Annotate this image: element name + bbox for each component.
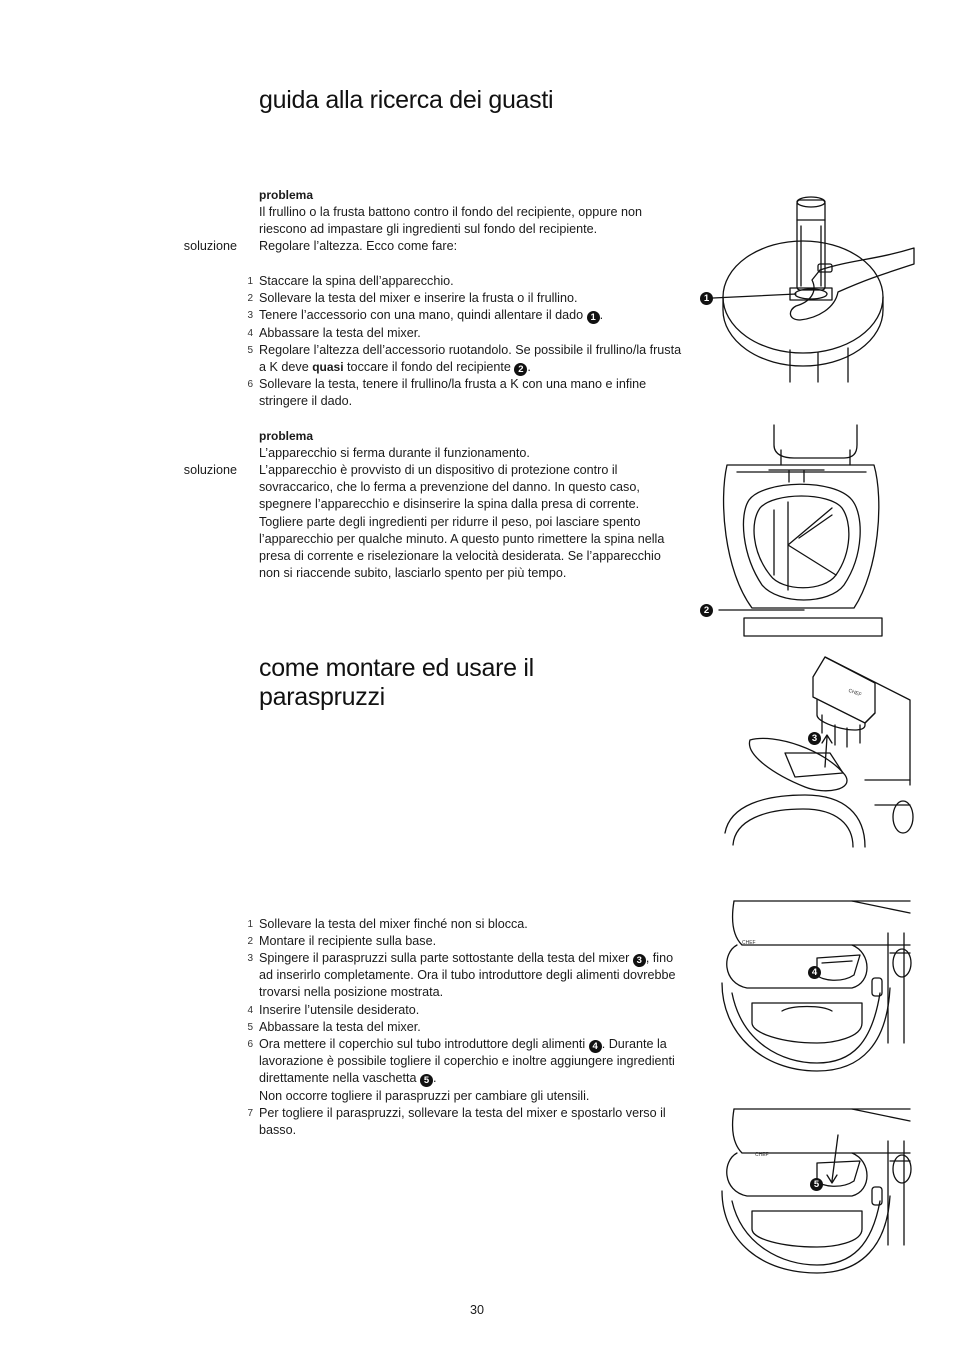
solution-label: soluzione xyxy=(183,463,237,477)
step-number: 2 xyxy=(247,935,253,947)
step-text: Spingere il paraspruzzi sulla parte sottostante della testa del mixer xyxy=(259,951,633,966)
step-text: Tenere l’accessorio con una mano, quindi allentare il dado xyxy=(259,308,587,323)
step-number: 6 xyxy=(247,379,253,391)
step-text: toccare il fondo del recipiente xyxy=(343,360,515,375)
k-beater-bowl-illustration xyxy=(714,420,889,640)
step-text: Abbassare la testa del mixer. xyxy=(259,1019,421,1034)
step-text: Sollevare la testa, tenere il frullino/la frusta a K con una mano e infine stringere il dado. xyxy=(259,377,647,409)
list-item xyxy=(247,342,684,376)
step-text: Ora mettere il coperchio sul tubo introduttore degli alimenti xyxy=(259,1037,589,1052)
step-text: Sollevare la testa del mixer e inserire la frusta o il frullino. xyxy=(259,291,578,306)
problem-heading: problema xyxy=(259,429,314,443)
list-item xyxy=(247,1036,687,1105)
step-text: . xyxy=(527,360,531,375)
step-text: Montare il recipiente sulla base. xyxy=(259,933,437,948)
callout-badge: 5 xyxy=(420,1074,433,1087)
step-text: Sollevare la testa del mixer finché non si blocca. xyxy=(259,916,528,931)
step-text: Abbassare la testa del mixer. xyxy=(259,325,421,340)
list-item xyxy=(247,1019,687,1036)
brand-label: CHEF xyxy=(847,687,863,699)
callout-badge: 2 xyxy=(700,604,713,617)
solution-text: L’apparecchio è provvisto di un dispositivo di protezione contro il sovraccarico, che lo ferma a prevenzione del danno. In questo caso, spegnere l’apparecchio e disinserire la spina dalla presa di corrente. Togliere parte degli ingredienti per ridurre il peso, poi lasciare spento l’apparecchio per qualche minuto. A questo punto rimettere la spina nella presa di corrente e riselezionare la velocità desiderata. Se l’apparecchio non si riaccende subito, lasciarlo spento per più tempo. xyxy=(259,463,665,581)
callout-badge: 2 xyxy=(514,363,527,376)
adjust-height-steps xyxy=(247,273,684,411)
step-text: . Durante la lavorazione è possibile togliere il coperchio e inoltre aggiungere ingredienti direttamente nella vaschetta xyxy=(259,1037,675,1086)
list-item xyxy=(247,273,684,290)
step-number: 4 xyxy=(247,1004,253,1016)
list-item xyxy=(247,1105,687,1139)
lid-feed-tube-illustration xyxy=(722,893,914,1073)
step-text: Per togliere il paraspruzzi, sollevare la testa del mixer e spostarlo verso il basso. xyxy=(259,1105,666,1138)
step-number: 7 xyxy=(247,1107,253,1119)
list-item xyxy=(247,933,687,950)
step-number: 4 xyxy=(247,327,253,339)
list-item xyxy=(247,376,684,410)
page-number: 30 xyxy=(469,1303,484,1317)
list-item xyxy=(247,325,684,342)
callout-badge: 3 xyxy=(633,954,646,967)
solution-text: Regolare l’altezza. Ecco come fare: xyxy=(259,239,458,253)
problem-text: L’apparecchio si ferma durante il funzionamento. xyxy=(259,446,530,460)
step-number: 5 xyxy=(247,344,253,356)
callout-badge: 1 xyxy=(700,292,713,305)
list-item xyxy=(247,290,684,307)
callout-badge: 1 xyxy=(587,311,600,324)
step-number: 2 xyxy=(247,293,253,305)
problem-heading: problema xyxy=(259,188,314,202)
step-number: 5 xyxy=(247,1021,253,1033)
step-number: 6 xyxy=(247,1039,253,1051)
splashguard-steps xyxy=(247,916,687,1140)
step-text: Staccare la spina dell’apparecchio. xyxy=(259,274,454,288)
list-item xyxy=(247,950,687,1002)
emphasis-text: quasi xyxy=(312,360,344,375)
step-number: 3 xyxy=(247,953,253,965)
list-item xyxy=(247,916,687,933)
callout-badge: 5 xyxy=(810,1178,823,1191)
step-number: 1 xyxy=(247,276,253,287)
step-number: 3 xyxy=(247,310,253,322)
list-item xyxy=(247,1002,687,1019)
callout-badge: 4 xyxy=(808,966,821,979)
callout-badge: 3 xyxy=(808,732,821,745)
list-item xyxy=(247,307,684,324)
brand-label: CHEF xyxy=(742,940,756,946)
problem-text: Il frullino o la frusta battono contro il fondo del recipiente, oppure non riescono ad impastare gli ingredienti sul fondo del recipiente. xyxy=(259,205,642,237)
step-text: Inserire l’utensile desiderato. xyxy=(259,1002,420,1017)
step-text: Regolare l’altezza dell’accessorio ruotandolo. Se possibile il frullino/la frusta a K deve xyxy=(259,342,682,375)
solution-label: soluzione xyxy=(183,239,237,253)
step-text: . xyxy=(599,308,604,323)
step-text: , fino ad inserirlo completamente. Ora il tubo introduttore degli alimenti dovrebbe trovarsi nella posizione mostrata. xyxy=(259,951,676,1000)
nut-adjustment-illustration xyxy=(700,190,920,385)
section-title-splashguard: come montare ed usare il paraspruzzi xyxy=(259,654,534,711)
fit-splashguard-illustration xyxy=(725,655,915,847)
step-text: . xyxy=(433,1071,437,1086)
brand-label: CHEF xyxy=(755,1152,769,1158)
step-number: 1 xyxy=(247,918,253,930)
callout-badge: 4 xyxy=(589,1040,602,1053)
step-text: Non occorre togliere il paraspruzzi per cambiare gli utensili. xyxy=(259,1088,590,1103)
section-title-troubleshooting: guida alla ricerca dei guasti xyxy=(259,86,554,114)
